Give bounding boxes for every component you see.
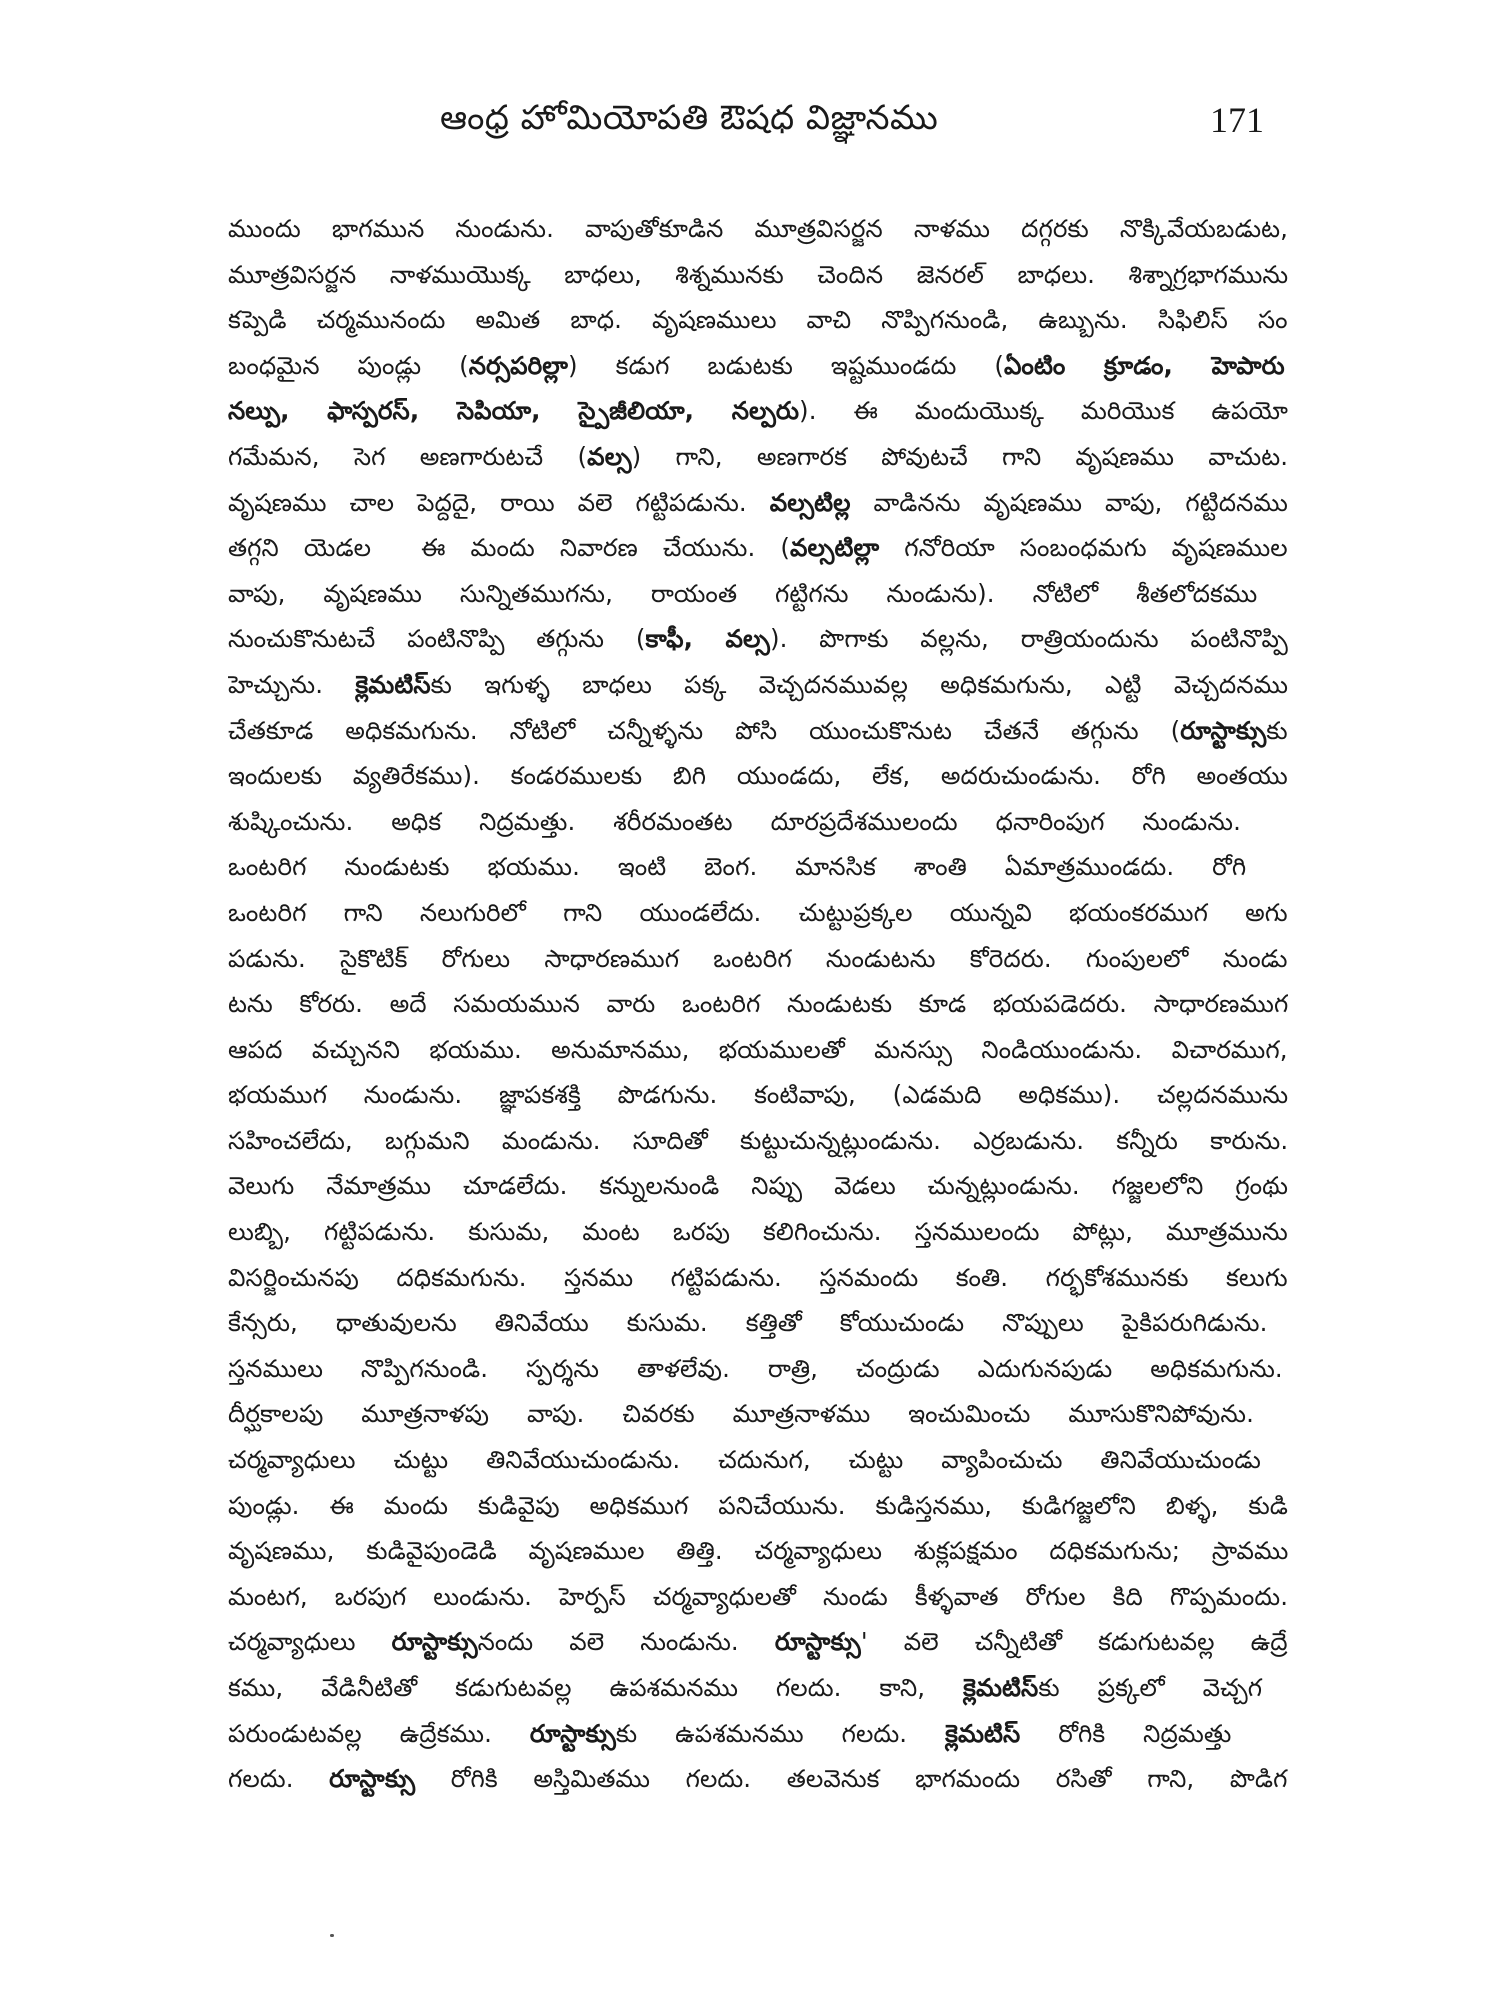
text-segment: చేతకూడ అధికమగును. నోటిలో చన్నీళ్ళను పోసి యుంచుకొనుట చేతనే తగ్గును (	[228, 715, 1181, 745]
text-line	[228, 753, 1288, 799]
text-line	[228, 434, 1288, 480]
text-line	[228, 1391, 1288, 1437]
text-segment: కు ఇగుళ్ళ బాధలు పక్క వెచ్చదనమువల్ల అధికమగును, ఎట్టి వెచ్చదనము	[430, 669, 1288, 699]
text-line	[228, 936, 1288, 982]
bold-term: రూస్టాక్సు	[329, 1764, 416, 1794]
text-line	[228, 1619, 1288, 1665]
text-segment: గమేమన, సెగ అణగారుటచే (	[228, 441, 588, 471]
text-segment: ఒంటరిగ నుండుటకు భయము. ఇంటి బెంగ. మానసిక శాంతి ఏమాత్రముండదు. రోగి	[228, 852, 1247, 882]
text-line	[228, 1346, 1288, 1392]
text-line	[228, 890, 1288, 936]
text-line	[228, 1711, 1288, 1757]
text-line	[228, 1483, 1288, 1529]
bold-term: నర్సపరిల్లా	[468, 350, 569, 380]
page-header	[0, 88, 1500, 148]
text-line	[228, 1437, 1288, 1483]
text-segment: ముందు భాగమున నుండును. వాపుతోకూడిన మూత్రవిసర్జన నాళము దగ్గరకు నొక్కివేయబడుట,	[228, 214, 1288, 243]
text-segment: నుంచుకొనుటచే పంటినొప్పి తగ్గును (	[228, 624, 646, 654]
text-segment: వృషణము, కుడివైపుండెడి వృషణముల తిత్తి. చర్మవ్యాధులు శుక్లపక్షమం దధికమగును; స్రావము	[228, 1536, 1288, 1566]
text-segment: ఆపద వచ్చునని భయము. అనుమానము, భయములతో మనస్సు నిండియుండును. విచారముగ,	[228, 1034, 1288, 1064]
bold-term: రూస్టాక్సు	[774, 1627, 861, 1657]
text-segment: రోగికి అస్తిమితము గలదు. తలవెనుక భాగమందు రసితో గాని, పొడిగ	[415, 1764, 1288, 1794]
text-segment: ) గాని, అణగారక పోవుటచే గాని వృషణము వాచుట.	[631, 441, 1288, 471]
text-line	[228, 1118, 1288, 1164]
text-segment: వాడినను వృషణము వాపు, గట్టిదనము	[850, 487, 1288, 517]
page-number: 171	[1210, 100, 1264, 140]
text-segment: టను కోరరు. అదే సమయమున వారు ఒంటరిగ నుండుటకు కూడ భయపడెదరు. సాధారణముగ	[228, 989, 1288, 1019]
bold-term: వల్సటిల్ల	[769, 487, 851, 517]
text-line	[228, 1027, 1288, 1073]
text-segment: ). పొగాకు వల్లను, రాత్రియందును పంటినొప్పి	[769, 624, 1288, 654]
running-title: ఆంధ్ర హోమియోపతి ఔషధ విజ్ఞానము	[440, 98, 939, 138]
text-line	[228, 252, 1288, 298]
text-line	[228, 1209, 1288, 1255]
text-segment: వృషణము చాల పెద్దదై, రాయి వలె గట్టిపడును.	[228, 487, 770, 517]
bold-term: రూస్టాక్సు	[529, 1718, 616, 1748]
bold-term: క్లెమటిస్	[945, 1718, 1021, 1748]
text-segment: గనోరియా సంబంధమగు వృషణముల	[879, 533, 1288, 563]
bold-term: వల్సటిల్లా	[790, 533, 880, 563]
text-segment: లుబ్బి, గట్టిపడును. కుసుమ, మంట ఒరపు కలిగించును. స్తనములందు పోట్లు, మూత్రమును	[228, 1217, 1288, 1247]
text-line	[228, 480, 1288, 526]
text-line	[228, 525, 1288, 571]
text-line	[228, 1255, 1288, 1301]
text-line	[228, 1574, 1288, 1620]
bold-term: నల్పు, ఫాస్పరస్, సెపియా, స్పైజీలియా, నల్పరు	[228, 396, 800, 426]
text-line	[228, 297, 1288, 343]
bold-term: క్లెమటిస్	[963, 1673, 1039, 1702]
text-segment: స్తనములు నొప్పిగనుండి. స్పర్శను తాళలేవు. రాత్రి, చంద్రుడు ఎదుగునపుడు అధికమగును.	[228, 1353, 1283, 1383]
text-segment: ) కడుగ బడుటకు ఇష్టముండదు (	[568, 350, 1005, 380]
scan-speck	[330, 1934, 334, 1937]
bold-term: రూస్టాక్సు	[391, 1627, 478, 1657]
text-segment: వెలుగు నేమాత్రము చూడలేదు. కన్నులనుండి నిప్పు వెడలు చున్నట్లుండును. గజ్జలలోని గ్రంథు	[228, 1171, 1288, 1201]
text-line	[228, 616, 1288, 662]
text-segment: ఒంటరిగ గాని నలుగురిలో గాని యుండలేదు. చుట్టుప్రక్కల యున్నవి భయంకరముగ అగు	[228, 897, 1288, 927]
text-line	[228, 388, 1288, 434]
bold-term: కాఫీ, వల్స	[645, 624, 770, 654]
text-segment: సహించలేదు, బగ్గుమని మండును. సూదితో కుట్టుచున్నట్లుండును. ఎర్రబడును. కన్నీరు కారును.	[228, 1125, 1288, 1155]
text-line	[228, 844, 1288, 890]
text-line	[228, 708, 1288, 754]
text-line	[228, 1528, 1288, 1574]
text-segment: కు ఉపశమనము గలదు.	[615, 1718, 946, 1748]
text-line	[228, 206, 1288, 252]
text-segment: పడును. సైకొటిక్ రోగులు సాధారణముగ ఒంటరిగ నుండుటను కోరెదరు. గుంపులలో నుండు	[228, 943, 1288, 973]
text-segment: కు ప్రక్కలో వెచ్చగ	[1038, 1673, 1263, 1702]
text-segment: మంటగ, ఒరపుగ లుండును. హెర్పస్ చర్మవ్యాధులతో నుండు కీళ్ళవాత రోగుల కిది గొప్పమందు.	[228, 1581, 1288, 1611]
text-segment: ఇందులకు వ్యతిరేకము). కండరములకు బిగి యుండదు, లేక, అదరుచుండును. రోగి అంతయు	[228, 761, 1288, 791]
text-segment: హెచ్చును.	[228, 669, 356, 699]
text-segment: కము, వేడినీటితో కడుగుటవల్ల ఉపశమనము గలదు. కాని,	[228, 1673, 964, 1702]
text-segment: ' వలె చన్నీటితో కడుగుటవల్ల ఉద్రే	[860, 1627, 1288, 1657]
text-segment: కేన్సరు, ధాతువులను తినివేయు కుసుమ. కత్తితో కోయుచుండు నొప్పులు పైకిపరుగిడును.	[228, 1308, 1268, 1338]
text-segment: నందు వలె నుండును.	[477, 1627, 775, 1657]
bold-term: వల్స	[587, 441, 632, 471]
text-segment: కప్పెడి చర్మమునందు అమిత బాధ. వృషణములు వాచి నొప్పిగనుండి, ఉబ్బును. సిఫిలిస్ సం	[228, 305, 1288, 335]
text-line	[228, 1665, 1288, 1711]
text-line	[228, 1756, 1288, 1802]
text-segment: భయముగ నుండును. జ్ఞాపకశక్తి పొడగును. కంటివాపు, (ఎడమది అధికము). చల్లదనమును	[228, 1080, 1288, 1110]
text-line	[228, 1072, 1288, 1118]
bold-term: రూస్టాక్సు	[1180, 715, 1267, 745]
text-segment: విసర్జించునపు దధికమగును. స్తనము గట్టిపడును. స్తనమందు కంతి. గర్భకోశమునకు కలుగు	[228, 1262, 1288, 1292]
bold-term: క్లెమటిస్	[355, 669, 431, 699]
text-segment: తగ్గని యెడల ఈ మందు నివారణ చేయును. (	[228, 533, 791, 563]
text-segment: పరుండుటవల్ల ఉద్రేకము.	[228, 1718, 530, 1748]
text-segment: దీర్ఘకాలపు మూత్రనాళపు వాపు. చివరకు మూత్రనాళము ఇంచుమించు మూసుకొనిపోవును.	[228, 1399, 1254, 1429]
text-segment: పుండ్లు. ఈ మందు కుడివైపు అధికముగ పనిచేయును. కుడిస్తనము, కుడిగజ్జలోని బిళ్ళ, కుడి	[228, 1490, 1288, 1520]
body-text	[228, 206, 1288, 1802]
text-segment: బంధమైన పుండ్లు (	[228, 350, 469, 380]
text-segment: మూత్రవిసర్జన నాళముయొక్క బాధలు, శిశ్నమునకు చెందిన జెనరల్ బాధలు. శిశ్నాగ్రభాగమును	[228, 259, 1288, 289]
text-segment: కు	[1266, 715, 1288, 745]
text-line	[228, 799, 1288, 845]
text-segment: శుష్కించును. అధిక నిద్రమత్తు. శరీరమంతట దూరప్రదేశములందు ధనారింపుగ నుండును.	[228, 806, 1242, 836]
text-line	[228, 571, 1288, 617]
text-line	[228, 343, 1288, 389]
text-line	[228, 1163, 1288, 1209]
text-segment: ). ఈ మందుయొక్క మరియొక ఉపయో	[799, 396, 1288, 426]
text-segment: రోగికి నిద్రమత్తు	[1020, 1718, 1232, 1748]
text-line	[228, 981, 1288, 1027]
bold-term: ఏంటిం క్రూడం, హెపారు	[1004, 350, 1285, 380]
text-segment: చర్మవ్యాధులు చుట్టు తినివేయుచుండును. చదునుగ, చుట్టు వ్యాపించుచు తినివేయుచుండు	[228, 1445, 1261, 1475]
text-line	[228, 662, 1288, 708]
text-line	[228, 1300, 1288, 1346]
text-segment: గలదు.	[228, 1764, 330, 1794]
text-segment: చర్మవ్యాధులు	[228, 1627, 392, 1657]
text-segment: వాపు, వృషణము సున్నితముగను, రాయంత గట్టిగను నుండును). నోటిలో శీతలోదకము	[228, 578, 1258, 608]
